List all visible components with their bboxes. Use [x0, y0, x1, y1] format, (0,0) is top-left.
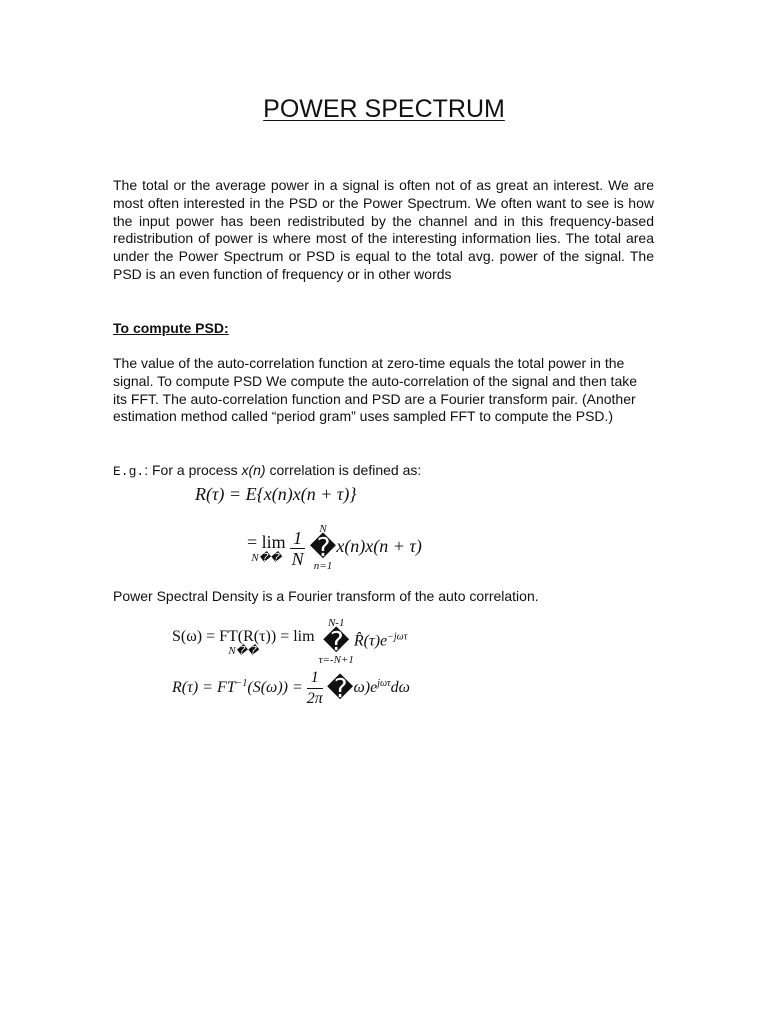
limit-subscript: N�� [251, 552, 282, 564]
equation-inverse-transform [172, 668, 410, 709]
equation-body: ω)e [353, 679, 378, 697]
summation-symbol [319, 618, 354, 666]
equation-body: x(n)x(n + τ) [336, 536, 422, 557]
fraction-denominator: 2π [306, 690, 323, 707]
limit-operator [172, 628, 315, 657]
example-text-after: correlation is defined as: [265, 462, 422, 478]
summation-symbol [310, 524, 337, 572]
equation-exponent: −jωτ [387, 631, 408, 643]
limit-operator [247, 532, 286, 564]
summation-lower: τ=-N+1 [318, 654, 354, 666]
equation-lhs-rest: (S(ω)) = [247, 679, 303, 697]
summation-lower: n=1 [313, 560, 333, 572]
fraction-denominator: N [291, 548, 304, 569]
example-text-before: : For a process [144, 462, 242, 478]
summation-upper: N-1 [327, 617, 345, 629]
integral-symbol [326, 673, 354, 704]
limit-label: = lim [247, 532, 286, 552]
equation-exponent: jωτ [377, 677, 391, 689]
equation-tail: dω [390, 679, 410, 697]
summation-upper: N [319, 523, 327, 535]
example-prefix: E.g. [113, 464, 145, 479]
equation-autocorrelation-estimate [247, 524, 422, 574]
equation-body: R̂(τ)e [353, 632, 388, 650]
summation-glyph: � [322, 627, 350, 657]
equation-psd-definition [172, 618, 407, 666]
psd-sentence: Power Spectral Density is a Fourier transform of the auto correlation. [113, 588, 539, 604]
equation-lhs: S(ω) = FT(R(τ)) = lim [172, 627, 315, 645]
fraction [290, 528, 305, 569]
equation-lhs: R(τ) = FT [172, 679, 236, 697]
intro-paragraph: The total or the average power in a signal is often not of as great an interest. We are most often interested in the PSD or the Power Spectrum. We often want to see is how the input power has been redistributed by the channel and in this frequency-based redistribution of power is where most of the interesting information lies. The total area under the Power Spectrum or PSD is equal to the total avg. power of the signal. The PSD is an even function of frequency or in other words [113, 177, 654, 282]
summation-glyph: � [309, 533, 337, 563]
compute-paragraph: The value of the auto-correlation function at zero-time equals the total power in the signal. To compute PSD We compute the auto-correlation of the signal and then take its FFT. The auto-correlation function and PSD are a Fourier transform pair. (Another estimation method called “period gram” uses sampled FFT to compute the PSD.) [113, 355, 638, 425]
example-line [113, 461, 421, 481]
integral-glyph: � [326, 673, 354, 704]
fraction [307, 668, 323, 709]
fraction-numerator: 1 [307, 668, 323, 689]
lhs-exponent: −1 [235, 677, 248, 689]
fraction-numerator: 1 [290, 528, 305, 549]
page-title: POWER SPECTRUM [263, 95, 505, 123]
equation-autocorrelation-definition: R(τ) = E{x(n)x(n + τ)} [195, 484, 357, 504]
example-variable: x(n) [241, 462, 266, 478]
section-heading: To compute PSD: [113, 320, 229, 336]
limit-subscript: N�� [228, 644, 259, 657]
